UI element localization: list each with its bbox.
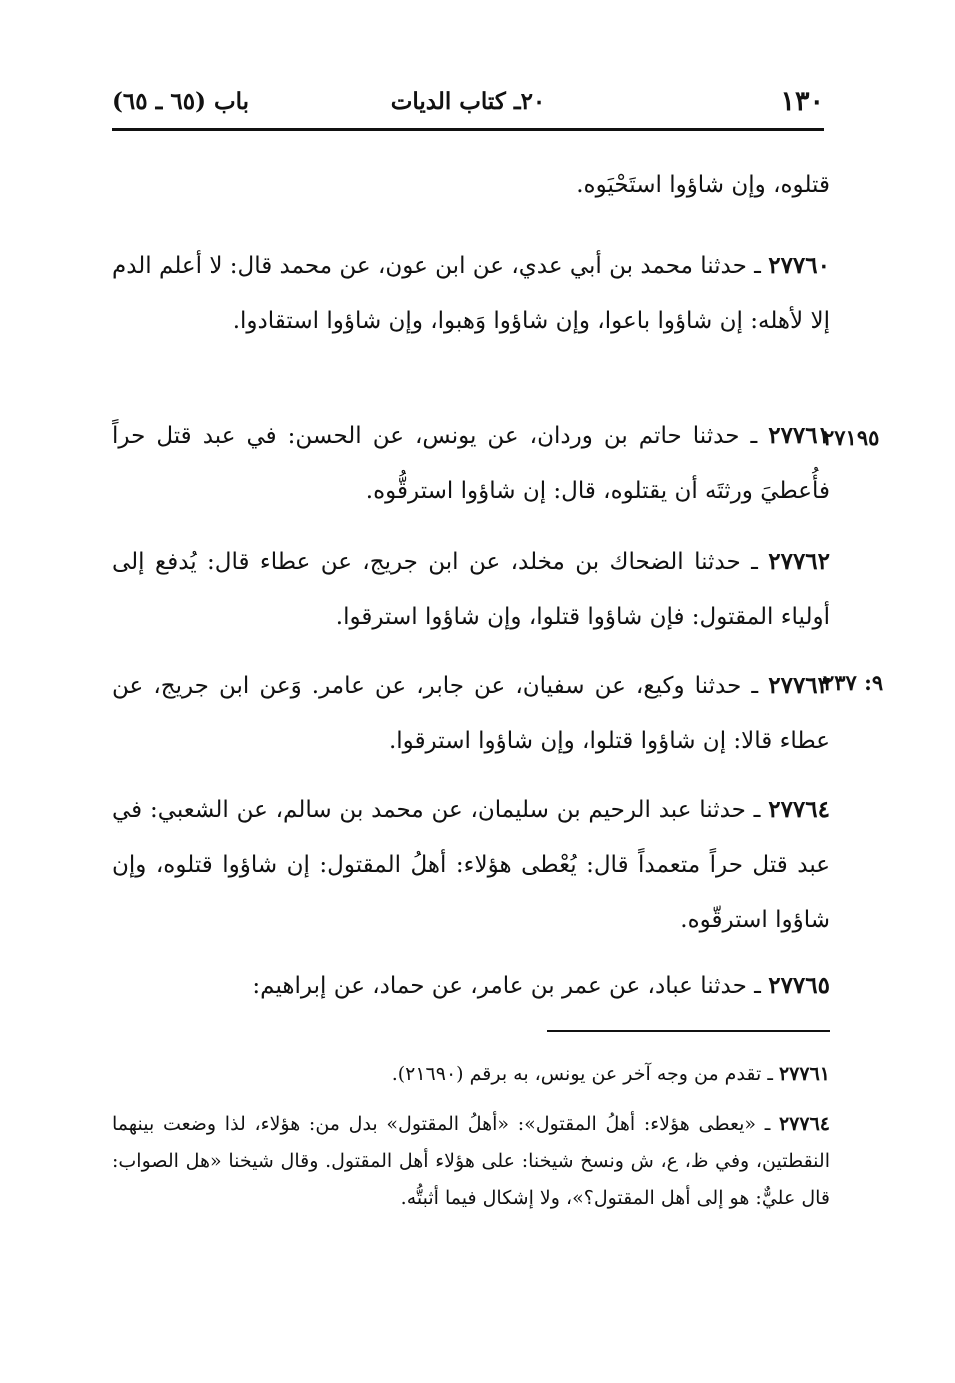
- hadith-text: ـ حدثنا حاتم بن وردان، عن يونس، عن الحسن: في عبد قتل حراً فأُعطيَ ورثتَه أن يقتلوه، قال: إن شاؤوا استرقُّوه.: [112, 423, 830, 504]
- hadith-text: ـ حدثنا عبد الرحيم بن سليمان، عن محمد بن سالم، عن الشعبي: في عبد قتل حراً متعمداً قال: يُعْطى هؤلاء: أهلُ المقتول: إن شاؤوا قتلوه، وإن شاؤوا استرقّوه.: [112, 797, 830, 933]
- hadith-paragraph: [112, 658, 830, 769]
- hadith-number: ٢٧٧٦٠: [768, 252, 830, 279]
- hadith-number: ٢٧٧٦٤: [768, 796, 830, 823]
- footnote-text: ـ «يعطى هؤلاء: أهلُ المقتول»: «أهلُ المقتول» بدل من: هؤلاء، لذا وضعت بينهما النقطتين، وفي ظ، ع، ش ونسخ شيخنا: على هؤلاء أهل المقتول. وقال شيخنا «هل الصواب: قال عليٌّ: هو إلى أهل المقتول؟»، ولا إشكال فيما أثبتُّه.: [112, 1113, 830, 1209]
- paragraph-text: قتلوه، وإن شاؤوا استَحْيَوه.: [576, 172, 830, 198]
- hadith-number: ٢٧٧٦١: [768, 422, 830, 449]
- hadith-paragraph: [112, 782, 830, 948]
- book-title: ٢٠ـ كتاب الديات: [390, 88, 546, 115]
- hadith-number: ٢٧٧٦٣: [768, 672, 831, 699]
- footnote-text: ـ تقدم من وجه آخر عن يونس، به برقم (٢١٦٩٠).: [391, 1063, 773, 1085]
- margin-reference: ٩: ٢٣٧: [823, 670, 884, 695]
- hadith-number: ٢٧٧٦٢: [768, 548, 831, 575]
- hadith-number: ٢٧٧٦٥: [768, 972, 830, 999]
- hadith-paragraph: [112, 534, 830, 645]
- hadith-text: ـ حدثنا عباد، عن عمر بن عامر، عن حماد، عن إبراهيم:: [252, 973, 761, 999]
- hadith-text: ـ حدثنا وكيع، عن سفيان، عن جابر، عن عامر. وَعن ابن جريج، عن عطاء قالا: إن شاؤوا قتلوا، وإن شاؤوا استرقوا.: [112, 673, 830, 754]
- footnote-number: ٢٧٧٦١: [778, 1063, 830, 1085]
- footnote-number: ٢٧٧٦٤: [778, 1113, 830, 1135]
- hadith-paragraph: [112, 958, 830, 1014]
- page-number: ١٣٠: [780, 86, 824, 117]
- margin-reference: ٢٧١٩٥: [823, 425, 880, 450]
- footnote-rule: [547, 1030, 830, 1032]
- hadith-paragraph: [112, 408, 830, 519]
- page-header: [112, 82, 824, 126]
- footnote: [112, 1056, 830, 1093]
- footnote: [112, 1106, 830, 1217]
- hadith-paragraph: [112, 238, 830, 349]
- hadith-text: ـ حدثنا الضحاك بن مخلد، عن ابن جريج، عن عطاء قال: يُدفع إلى أولياء المقتول: فإن شاؤوا قتلوا، وإن شاؤوا استرقوا.: [112, 549, 830, 630]
- hadith-text: ـ حدثنا محمد بن أبي عدي، عن ابن عون، عن محمد قال: لا أعلم الدم إلا لأهله: إن شاؤوا باعوا، وإن شاؤوا وَهبوا، وإن شاؤوا استقادوا.: [111, 253, 830, 334]
- paragraph-continuation: [112, 158, 830, 213]
- chapter-range: باب (٦٥ ـ ٦٥): [112, 88, 250, 115]
- header-rule: [112, 128, 824, 131]
